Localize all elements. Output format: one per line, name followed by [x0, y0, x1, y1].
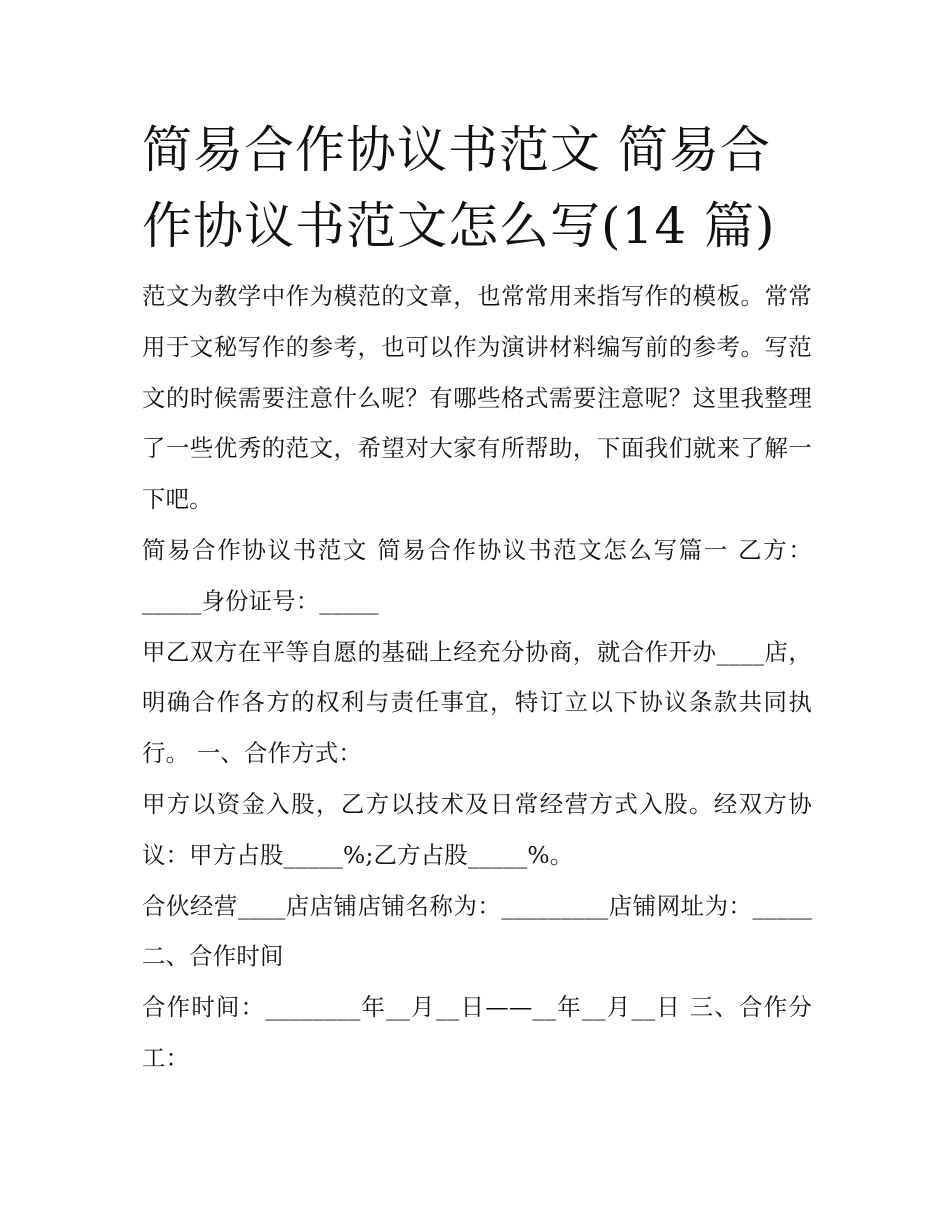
cooperation-time-paragraph: 合作时间：________年__月__日——__年__月__日 三、合作分工：	[142, 993, 812, 1072]
document-body	[142, 271, 812, 1084]
party-b-line: 简易合作协议书范文 简易合作协议书范文怎么写篇一 乙方：_____身份证号：_____	[142, 535, 812, 615]
document-page	[142, 112, 812, 1084]
share-ratio-paragraph: 甲方以资金入股，乙方以技术及日常经营方式入股。经双方协议：甲方占股_____%;乙方占股_____%。	[142, 789, 812, 869]
intro-paragraph: 范文为教学中作为模范的文章，也常常用来指写作的模板。常常用于文秘写作的参考，也可以作为演讲材料编写前的参考。写范文的时候需要注意什么呢？有哪些格式需要注意呢？这里我整理了一些优秀的范文，希望对大家有所帮助，下面我们就来了解一下吧。	[142, 282, 812, 514]
shop-name-paragraph: 合伙经营____店店铺店铺名称为：_________店铺网址为：_____ 二、合作时间	[142, 891, 812, 971]
document-title: 简易合作协议书范文 简易合作协议书范文怎么写(14 篇)	[142, 121, 776, 255]
agreement-preamble: 甲乙双方在平等自愿的基础上经充分协商，就合作开办____店，明确合作各方的权利与责任事宜，特订立以下协议条款共同执行。 一、合作方式：	[142, 637, 812, 768]
